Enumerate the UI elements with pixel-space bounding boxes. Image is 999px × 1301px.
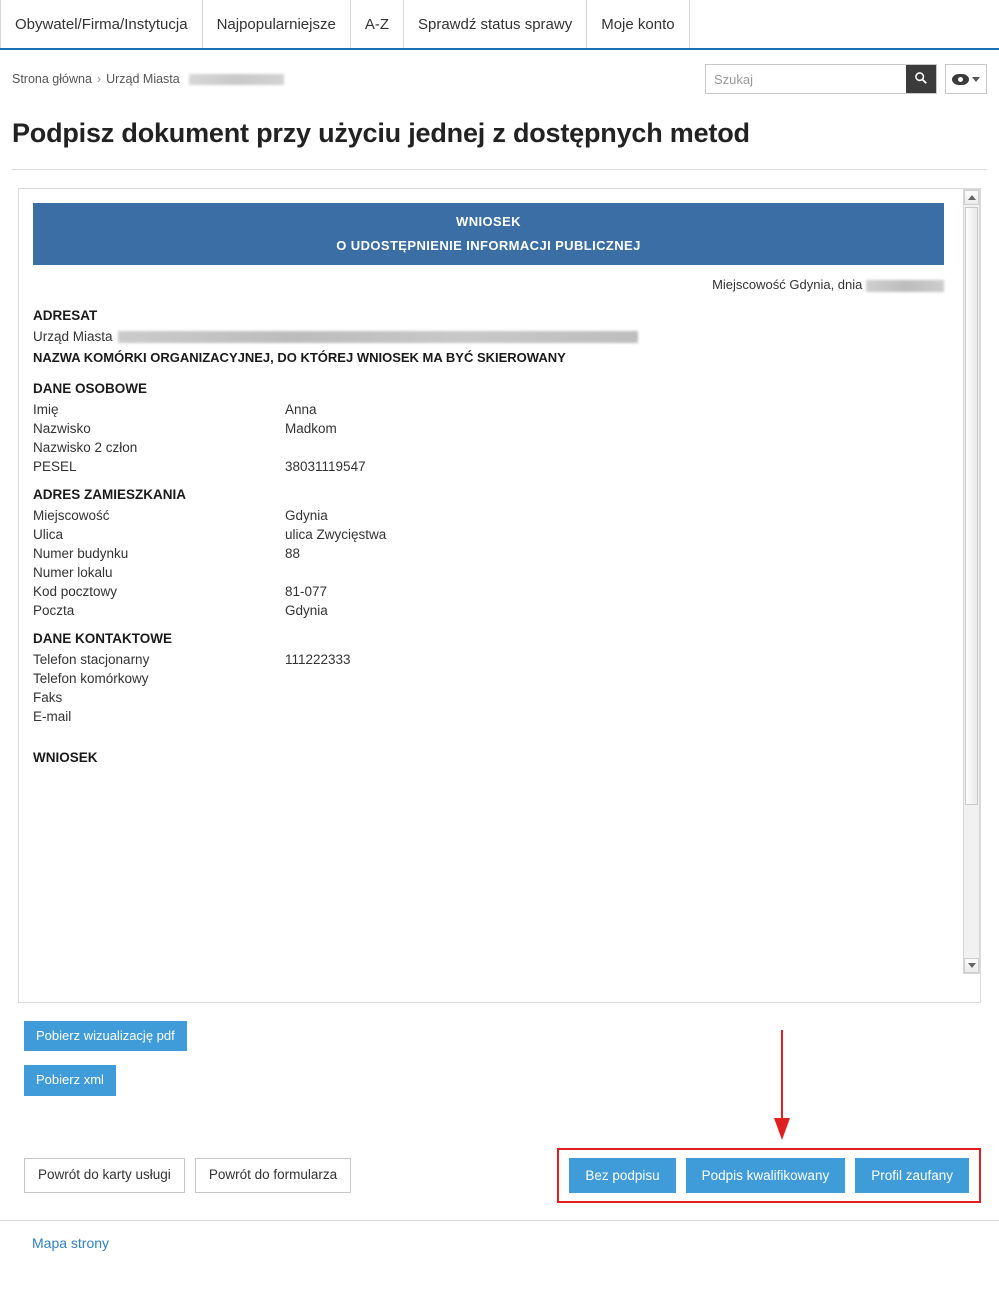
sign-trusted-profile-button[interactable]: Profil zaufany (855, 1158, 969, 1193)
field-label: Nazwisko (33, 421, 91, 436)
chevron-down-icon (968, 963, 976, 968)
document-place-date (33, 277, 944, 292)
field-row (33, 546, 944, 561)
eye-icon (952, 74, 969, 85)
nav-item-najpopularniejsze[interactable] (203, 0, 351, 48)
back-to-service-card-button[interactable]: Powrót do karty usługi (24, 1158, 185, 1193)
accessibility-toggle[interactable] (945, 64, 987, 94)
field-row (33, 402, 944, 417)
field-value: 38031119547 (285, 459, 366, 474)
section-title-adres-zamieszkania: ADRES ZAMIESZKANIA (33, 487, 187, 502)
addressee-title: ADRESAT (33, 308, 98, 323)
action-bar (18, 1148, 981, 1204)
field-value (285, 565, 944, 580)
addressee-value-row (33, 329, 944, 344)
field-value: Anna (285, 402, 317, 417)
nav-item-obywatel-firma-instytucja[interactable] (0, 0, 203, 48)
document-header-line1: WNIOSEK (456, 214, 521, 229)
scrollbar-thumb[interactable] (965, 207, 978, 805)
navigation-buttons (24, 1158, 351, 1193)
nav-item-moje-konto[interactable] (587, 0, 689, 48)
title-divider (12, 169, 987, 170)
nav-item-a-z[interactable] (351, 0, 404, 48)
addressee-value: Urząd Miasta (33, 329, 113, 344)
field-label: Miejscowość (33, 508, 110, 523)
field-value (285, 709, 944, 724)
document-scroll-area (33, 203, 966, 988)
sign-without-signature-button[interactable]: Bez podpisu (569, 1158, 675, 1193)
place-date-label: Miejscowość Gdynia, dnia (712, 277, 863, 292)
field-label: Faks (33, 690, 63, 705)
section-title-dane-kontaktowe: DANE KONTAKTOWE (33, 631, 172, 646)
field-row (33, 565, 944, 580)
field-value: Madkom (285, 421, 337, 436)
field-row (33, 421, 944, 436)
header-tools (705, 64, 987, 94)
field-label: Imię (33, 402, 59, 417)
field-label: Ulica (33, 527, 64, 542)
search-icon (914, 71, 928, 88)
document-header (33, 203, 944, 265)
field-value: 111222333 (285, 652, 351, 667)
document-header-line2: O UDOSTĘPNIENIE INFORMACJI PUBLICZNEJ (336, 238, 641, 253)
field-row (33, 440, 944, 455)
field-value (285, 671, 944, 686)
nav-item-sprawdz-status-sprawy[interactable] (404, 0, 587, 48)
chevron-up-icon (968, 195, 976, 200)
field-label: Telefon komórkowy (33, 671, 149, 686)
download-pdf-button[interactable]: Pobierz wizualizację pdf (24, 1021, 187, 1051)
field-value (285, 440, 944, 455)
breadcrumb (12, 72, 284, 86)
page-title: Podpisz dokument przy użyciu jednej z dostępnych metod (12, 118, 750, 148)
field-row (33, 603, 944, 618)
breadcrumb-separator: › (96, 72, 102, 86)
search-box (705, 64, 937, 94)
breadcrumb-row (0, 50, 999, 104)
field-label: PESEL (33, 459, 77, 474)
organizational-unit-note: NAZWA KOMÓRKI ORGANIZACYJNEJ, DO KTÓREJ WNIOSEK MA BYĆ SKIEROWANY (33, 350, 566, 365)
scroll-down-button[interactable] (964, 958, 979, 973)
nav-item-label: Obywatel/Firma/Instytucja (15, 15, 188, 33)
redacted-address (118, 331, 638, 343)
field-value: Gdynia (285, 508, 328, 523)
field-value: Gdynia (285, 603, 328, 618)
field-row (33, 709, 944, 724)
field-value: ulica Zwycięstwa (285, 527, 387, 542)
signature-options-group (557, 1148, 981, 1203)
field-label: Numer lokalu (33, 565, 113, 580)
search-input[interactable] (706, 65, 906, 93)
field-label: E-mail (33, 709, 72, 724)
breadcrumb-current[interactable]: Urząd Miasta (106, 72, 180, 86)
field-label: Nazwisko 2 człon (33, 440, 138, 455)
download-xml-row (24, 1065, 999, 1095)
field-label: Numer budynku (33, 546, 129, 561)
document-scrollbar[interactable] (963, 189, 980, 974)
field-label: Poczta (33, 603, 75, 618)
field-label: Kod pocztowy (33, 584, 118, 599)
search-button[interactable] (906, 65, 936, 93)
breadcrumb-home[interactable]: Strona główna (12, 72, 92, 86)
scroll-up-button[interactable] (964, 190, 979, 205)
nav-item-label: Moje konto (601, 15, 675, 33)
section-title-wniosek: WNIOSEK (33, 750, 98, 765)
back-to-form-button[interactable]: Powrót do formularza (195, 1158, 351, 1193)
document-preview-panel (18, 188, 981, 1003)
footer-link-sitemap[interactable]: Mapa strony (32, 1234, 110, 1251)
nav-item-label: Najpopularniejsze (216, 15, 336, 33)
field-row (33, 459, 944, 474)
field-value: 81-077 (285, 584, 328, 599)
redacted-text (189, 74, 284, 85)
footer (0, 1220, 999, 1253)
field-row (33, 584, 944, 599)
download-pdf-row (24, 1021, 999, 1051)
field-row (33, 690, 944, 705)
field-row (33, 652, 944, 667)
nav-spacer (690, 0, 999, 48)
field-row (33, 671, 944, 686)
field-label: Telefon stacjonarny (33, 652, 150, 667)
nav-item-label: Sprawdź status sprawy (417, 15, 573, 33)
field-value: 88 (285, 546, 301, 561)
field-row (33, 508, 944, 523)
field-value (285, 690, 944, 705)
download-xml-button[interactable]: Pobierz xml (24, 1065, 116, 1095)
redacted-date (866, 280, 944, 292)
main-navigation (0, 0, 999, 50)
nav-item-label: A-Z (364, 15, 389, 33)
annotation-arrow (771, 1030, 793, 1142)
chevron-down-icon (972, 77, 980, 82)
sign-qualified-signature-button[interactable]: Podpis kwalifikowany (686, 1158, 846, 1193)
field-row (33, 527, 944, 542)
section-title-dane-osobowe: DANE OSOBOWE (33, 381, 148, 396)
